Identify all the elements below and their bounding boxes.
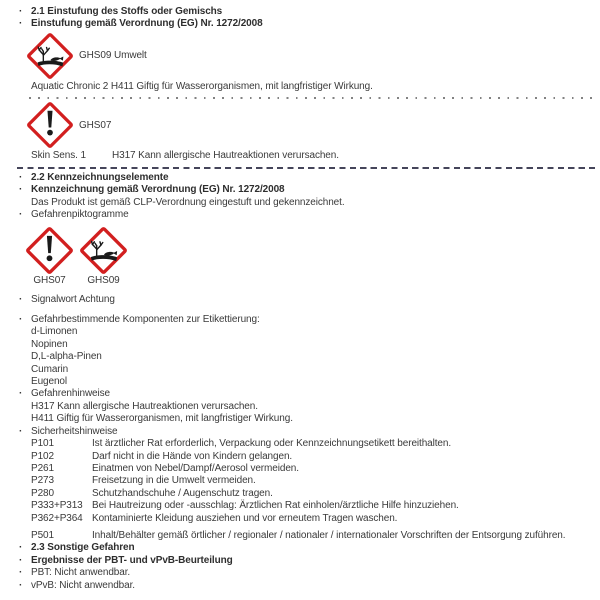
precaution-code: P333+P313 <box>31 500 83 512</box>
vpvb-result: · vPvB: Nicht anwendbar. <box>0 580 600 592</box>
precaution-code: P501 <box>31 529 54 541</box>
precaution-row <box>0 488 600 500</box>
precaution-text: Bei Hautreizung oder -ausschlag: Ärztlichen Rat einholen/ärztliche Hilfe hinzuziehen. <box>92 500 459 512</box>
signal-word-line: · Signalwort Achtung <box>0 294 600 306</box>
precaution-code: P362+P364 <box>31 512 83 524</box>
ghs07-exclamation-pictogram-icon <box>26 227 73 274</box>
precaution-row <box>0 438 600 450</box>
precaution-code: P273 <box>31 475 54 487</box>
precaution-text: Einatmen von Nebel/Dampf/Aerosol vermeiden. <box>92 462 299 474</box>
precaution-row <box>0 451 600 463</box>
hazard-pictograms-label: · Gefahrenpiktogramme <box>0 209 600 221</box>
precaution-row <box>0 513 600 525</box>
ghs07-exclamation-pictogram-icon <box>27 102 73 148</box>
component-item: D,L-alpha-Pinen <box>31 351 102 363</box>
ghs09-pictogram-label: GHS09 Umwelt <box>79 50 147 62</box>
pbt-vpvb-heading: · Ergebnisse der PBT- und vPvB-Beurteilung <box>0 555 600 567</box>
precaution-code: P280 <box>31 487 54 499</box>
labelling-components-heading: · Gefahrbestimmende Komponenten zur Etikettierung: <box>0 314 600 326</box>
ghs09-environment-pictogram-icon <box>27 33 73 79</box>
component-item: d-Limonen <box>31 326 78 338</box>
precaution-code: P101 <box>31 438 54 450</box>
ghs07-pictogram-row <box>27 102 600 148</box>
component-item: Nopinen <box>31 338 68 350</box>
label-pictogram-pair <box>26 227 600 286</box>
precaution-row <box>0 500 600 512</box>
labelling-regulation-heading: · Kennzeichnung gemäß Verordnung (EG) Nr. 1272/2008 <box>0 184 600 196</box>
section-2-3-heading: · 2.3 Sonstige Gefahren <box>0 542 600 554</box>
precaution-code: P261 <box>31 462 54 474</box>
dotted-divider <box>29 97 594 99</box>
component-item: Cumarin <box>31 363 69 375</box>
dashed-divider <box>17 167 595 169</box>
ghs07-pictogram-cell <box>26 227 73 286</box>
section-2-1-heading: · 2.1 Einstufung des Stoffs oder Gemischs <box>0 6 600 18</box>
precautionary-statements-heading: · Sicherheitshinweise <box>0 426 600 438</box>
precaution-text: Darf nicht in die Hände von Kindern gelangen. <box>92 450 293 462</box>
precaution-text: Inhalt/Behälter gemäß örtlicher / regionaler / nationaler / internationaler Vorschriften der Entsorgung zuführen. <box>92 529 566 541</box>
classification-regulation-heading: · Einstufung gemäß Verordnung (EG) Nr. 1272/2008 <box>0 18 600 30</box>
precaution-row <box>0 530 600 542</box>
precaution-row <box>0 475 600 487</box>
hazard-statement: H411 Giftig für Wasserorganismen, mit langfristiger Wirkung. <box>31 413 293 425</box>
ghs09-pictogram-row <box>27 33 600 79</box>
ghs09-pictogram-cell <box>80 227 127 286</box>
skin-sens-classification <box>0 150 600 162</box>
aquatic-chronic-classification: Aquatic Chronic 2 H411 Giftig für Wasserorganismen, mit langfristiger Wirkung. <box>31 80 373 92</box>
ghs07-pictogram-label: GHS07 <box>79 119 112 131</box>
hazard-class-name: Skin Sens. 1 <box>31 150 86 162</box>
clp-note: Das Produkt ist gemäß CLP-Verordnung eingestuft und gekennzeichnet. <box>31 196 345 208</box>
precaution-code: P102 <box>31 450 54 462</box>
hazard-statements-heading: · Gefahrenhinweise <box>0 388 600 400</box>
precaution-text: Ist ärztlicher Rat erforderlich, Verpackung oder Kennzeichnungsetikett bereithalten. <box>92 438 452 450</box>
precaution-text: Freisetzung in die Umwelt vermeiden. <box>92 475 256 487</box>
precaution-text: Kontaminierte Kleidung ausziehen und vor erneutem Tragen waschen. <box>92 512 398 524</box>
hazard-class-statement: H317 Kann allergische Hautreaktionen verursachen. <box>112 150 339 162</box>
section-2-2-heading: · 2.2 Kennzeichnungselemente <box>0 172 600 184</box>
precaution-text: Schutzhandschuhe / Augenschutz tragen. <box>92 487 273 499</box>
ghs09-caption: GHS09 <box>87 274 120 286</box>
hazard-statement: H317 Kann allergische Hautreaktionen verursachen. <box>31 400 258 412</box>
ghs09-environment-pictogram-icon <box>80 227 127 274</box>
pbt-result: · PBT: Nicht anwendbar. <box>0 567 600 579</box>
precaution-row <box>0 463 600 475</box>
component-item: Eugenol <box>31 376 67 388</box>
ghs07-caption: GHS07 <box>33 274 66 286</box>
